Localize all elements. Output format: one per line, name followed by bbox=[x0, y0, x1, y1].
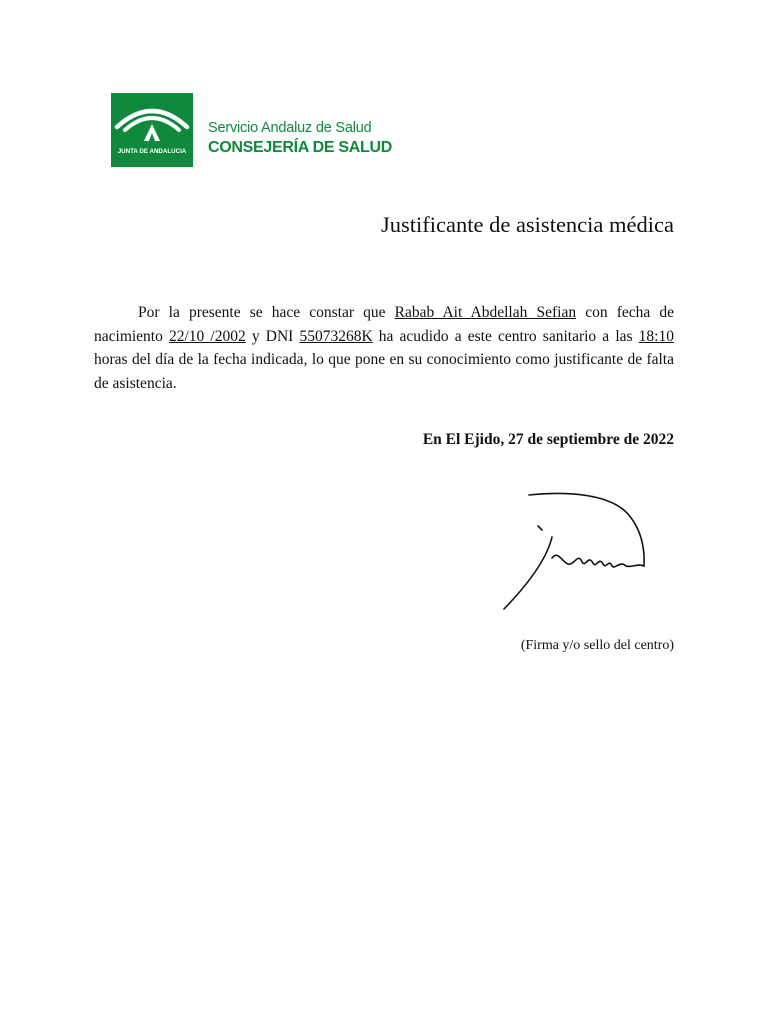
andalucia-emblem-icon bbox=[111, 93, 193, 167]
department-name: CONSEJERÍA DE SALUD bbox=[208, 138, 392, 156]
junta-andalucia-logo bbox=[111, 93, 193, 167]
body-text-3: y DNI bbox=[245, 327, 300, 345]
body-text-5: horas del día de la fecha indicada, lo que pone en su conocimiento como justificante de falta de asistencia. bbox=[94, 351, 674, 392]
organization-name bbox=[208, 121, 392, 156]
dni-number: 55073268K bbox=[299, 327, 373, 345]
place-and-date: En El Ejido, 27 de septiembre de 2022 bbox=[422, 431, 674, 448]
certificate-paragraph bbox=[94, 301, 674, 395]
attendance-time: 18:10 bbox=[638, 327, 674, 345]
logo-emblem-caption: JUNTA DE ANDALUCIA bbox=[117, 148, 187, 155]
body-text-4: ha acudido a este centro sanitario a las bbox=[372, 327, 639, 345]
birth-date: 22/10 /2002 bbox=[169, 327, 246, 345]
signature-caption: (Firma y/o sello del centro) bbox=[520, 638, 674, 653]
handwritten-signature bbox=[498, 488, 658, 616]
service-name: Servicio Andaluz de Salud bbox=[208, 120, 372, 136]
body-text-1: Por la presente se hace constar que bbox=[138, 304, 395, 321]
document-title: Justificante de asistencia médica bbox=[380, 212, 674, 237]
body-text-2: con fecha de nacimiento bbox=[94, 304, 675, 345]
patient-name: Rabab Ait Abdellah Sefian bbox=[394, 304, 577, 321]
